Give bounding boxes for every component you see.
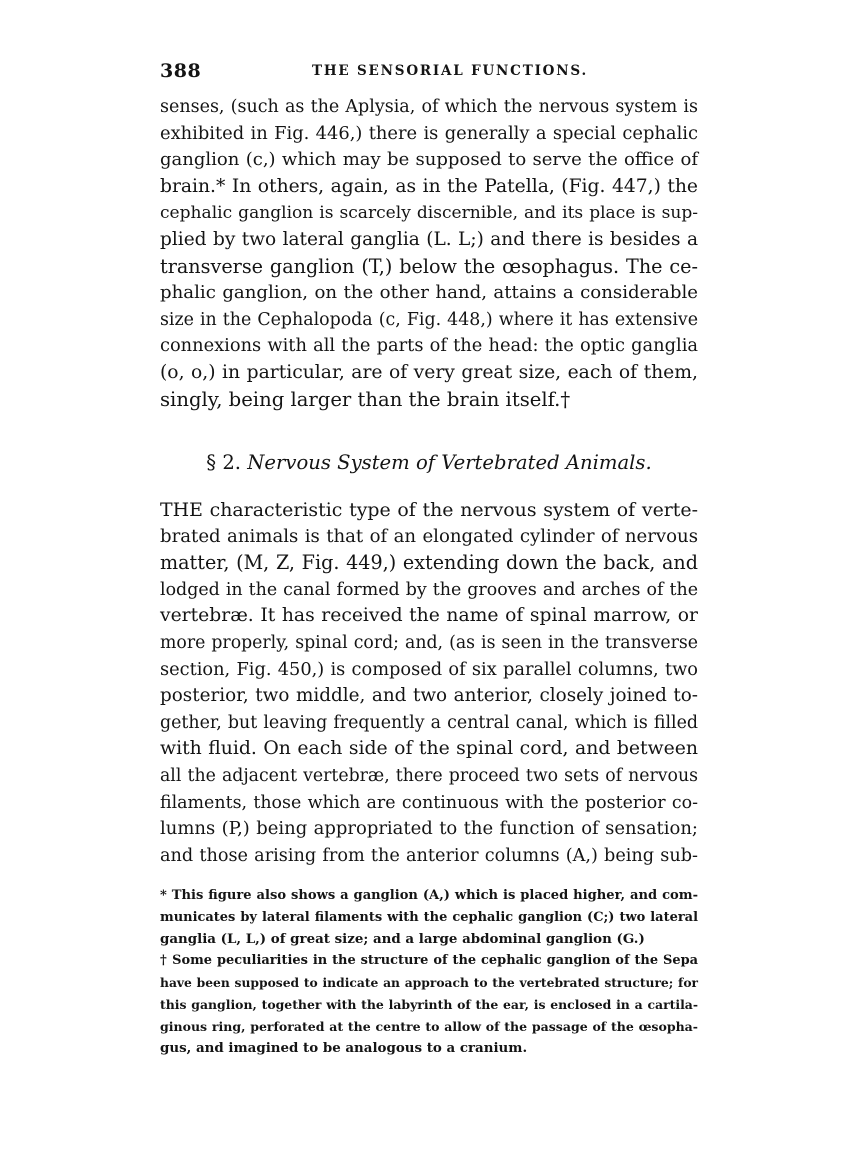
text-line: connexions with all the parts of the head: the optic ganglia <box>160 335 698 357</box>
text-line: all the adjacent vertebræ, there proceed two sets of nervous <box>160 765 698 786</box>
text-line: exhibited in Fig. 446,) there is generally a special cephalic <box>160 122 698 144</box>
text-line: THE characteristic type of the nervous system of verte- <box>160 499 698 521</box>
text-line: posterior, two middle, and two anterior, closely joined to- <box>160 685 698 707</box>
text-line: gether, but leaving frequently a central canal, which is filled <box>160 712 698 733</box>
text-line: transverse ganglion (T,) below the œsophagus. The ce- <box>160 254 698 278</box>
section-heading <box>160 451 698 474</box>
footnote-line: this ganglion, together with the labyrinth of the ear, is enclosed in a cartila- <box>160 996 698 1012</box>
text-line: matter, (M, Z, Fig. 449,) extending down the back, and <box>160 551 698 575</box>
text-line: senses, (such as the Aplysia, of which the nervous system is <box>160 97 698 117</box>
text-line: cephalic ganglion is scarcely discernible, and its place is sup- <box>160 203 698 224</box>
text-line: phalic ganglion, on the other hand, attains a considerable <box>160 282 698 304</box>
text-line: filaments, those which are continuous with the posterior co- <box>160 792 698 813</box>
footnotes <box>160 885 698 1059</box>
section-title: Nervous System of Vertebrated Animals. <box>247 451 652 474</box>
paragraph-2 <box>160 497 698 869</box>
footnote-line: ganglia (L, L,) of great size; and a large abdominal ganglion (G.) <box>160 930 645 947</box>
footnote-line: municates by lateral filaments with the cephalic ganglion (C;) two lateral <box>160 909 698 925</box>
footnote-line: gus, and imagined to be analogous to a cranium. <box>160 1039 528 1056</box>
text-line: section, Fig. 450,) is composed of six parallel columns, two <box>160 658 698 680</box>
text-line: brain.* In others, again, as in the Patella, (Fig. 447,) the <box>160 175 698 197</box>
text-line: more properly, spinal cord; and, (as is seen in the transverse <box>160 632 698 653</box>
text-line: and those arising from the anterior columns (A,) being sub- <box>160 845 698 866</box>
page-number: 388 <box>160 60 202 82</box>
text-line: lodged in the canal formed by the grooves and arches of the <box>160 579 698 600</box>
text-line: ganglion (c,) which may be supposed to serve the office of <box>160 149 698 171</box>
footnote-line: * This figure also shows a ganglion (A,) which is placed higher, and com- <box>160 888 698 903</box>
footnote-line: ginous ring, perforated at the centre to allow of the passage of the œsopha- <box>160 1018 698 1034</box>
text-line: plied by two lateral ganglia (L. L;) and there is besides a <box>160 228 698 250</box>
page-header <box>160 60 700 84</box>
text-line: brated animals is that of an elongated cylinder of nervous <box>160 525 698 547</box>
text-line: size in the Cephalopoda (c, Fig. 448,) where it has extensive <box>160 309 698 330</box>
footnote-line: † Some peculiarities in the structure of the cephalic ganglion of the Sepa <box>160 953 698 969</box>
text-line: with fluid. On each side of the spinal cord, and between <box>160 738 698 760</box>
running-title: THE SENSORIAL FUNCTIONS. <box>312 63 588 79</box>
text-line: lumns (P,) being appropriated to the function of sensation; <box>160 818 698 840</box>
footnote-line: have been supposed to indicate an approach to the vertebrated structure; for <box>160 975 698 991</box>
text-line: vertebræ. It has received the name of spinal marrow, or <box>160 605 698 627</box>
section-number: § 2. <box>206 451 242 474</box>
paragraph-1 <box>160 94 698 413</box>
text-line: (o, o,) in particular, are of very great size, each of them, <box>160 361 698 383</box>
text-line: singly, being larger than the brain itself.† <box>160 387 571 411</box>
